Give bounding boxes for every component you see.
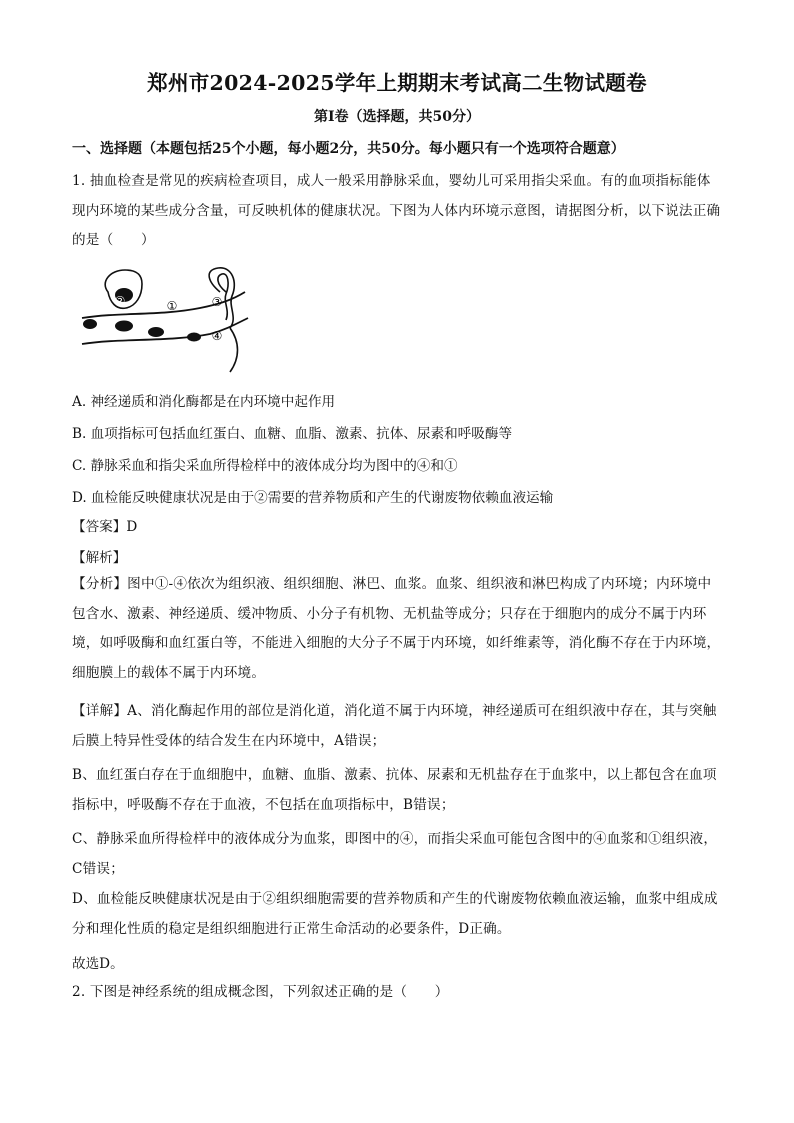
detail-c: C、静脉采血所得检样中的液体成分为血浆，即图中的④，而指尖采血可能包含图中的④血浆和①组织液，C错误； [72, 831, 718, 877]
label-2: ② [114, 294, 126, 308]
detail-b: B、血红蛋白存在于血细胞中，血糖、血脂、激素、抗体、尿素和无机盐存在于血浆中，以上都包含在血项指标中，呼吸酶不存在于血液，不包括在血项指标中，B错误； [72, 767, 717, 813]
label-1: ① [166, 299, 178, 313]
label-4: ④ [211, 329, 223, 343]
conclusion: 故选D。 [72, 956, 124, 972]
internal-environment-diagram [80, 262, 250, 374]
blood-vessel-lower-wall [82, 318, 248, 344]
section-heading: 一、选择题（本题包括25个小题，每小题2分，共50分。每小题只有一个选项符合题意） [72, 141, 625, 157]
option-b: B. 血项指标可包括血红蛋白、血糖、血脂、激素、抗体、尿素和呼吸酶等 [72, 426, 513, 442]
question-2-stem: 2. 下图是神经系统的组成概念图，下列叙述正确的是（ ） [72, 984, 449, 1000]
label-3: ③ [211, 295, 223, 309]
capillary-outline [230, 328, 238, 372]
answer-label: 【答案】D [72, 519, 138, 535]
blood-cell [187, 333, 201, 342]
detail-d: D、血检能反映健康状况是由于②组织细胞需要的营养物质和产生的代谢废物依赖血液运输，血浆中组成成分和理化性质的稳定是组织细胞进行正常生命活动的必要条件，D正确。 [72, 891, 718, 937]
blood-cell [115, 321, 133, 332]
blood-cell [83, 319, 97, 329]
option-c: C. 静脉采血和指尖采血所得检样中的液体成分均为图中的④和① [72, 458, 458, 474]
page-title: 郑州市2024-2025学年上期期末考试高二生物试题卷 [147, 71, 647, 95]
option-d: D. 血检能反映健康状况是由于②需要的营养物质和产生的代谢废物依赖血液运输 [72, 490, 554, 506]
part-subtitle: 第Ⅰ卷（选择题，共50分） [313, 109, 481, 125]
option-a: A. 神经递质和消化酶都是在内环境中起作用 [72, 394, 336, 410]
detail-a: 【详解】A、消化酶起作用的部位是消化道，消化道不属于内环境，神经递质可在组织液中存在，其与突触后膜上特异性受体的结合发生在内环境中，A错误； [72, 703, 717, 749]
blood-cell [148, 327, 164, 337]
analysis-text: 【分析】图中①-④依次为组织液、组织细胞、淋巴、血浆。血浆、组织液和淋巴构成了内环境；内环境中包含水、激素、神经递质、缓冲物质、小分子有机物、无机盐等成分；只存在于细胞内的成分不属于内环境，如呼吸酶和血红蛋白等，不能进入细胞的大分子不属于内环境，如纤维素等，消化酶不存在于内环境，细胞膜上的载体不属于内环境。 [72, 576, 721, 681]
analysis-heading: 【解析】 [72, 550, 127, 566]
question-1-stem: 1. 抽血检查是常见的疾病检查项目，成人一般采用静脉采血，婴幼儿可采用指尖采血。有的血项指标能体现内环境的某些成分含量，可反映机体的健康状况。下图为人体内环境示意图，请据图分析，以下说法正确的是（ ） [72, 173, 721, 248]
